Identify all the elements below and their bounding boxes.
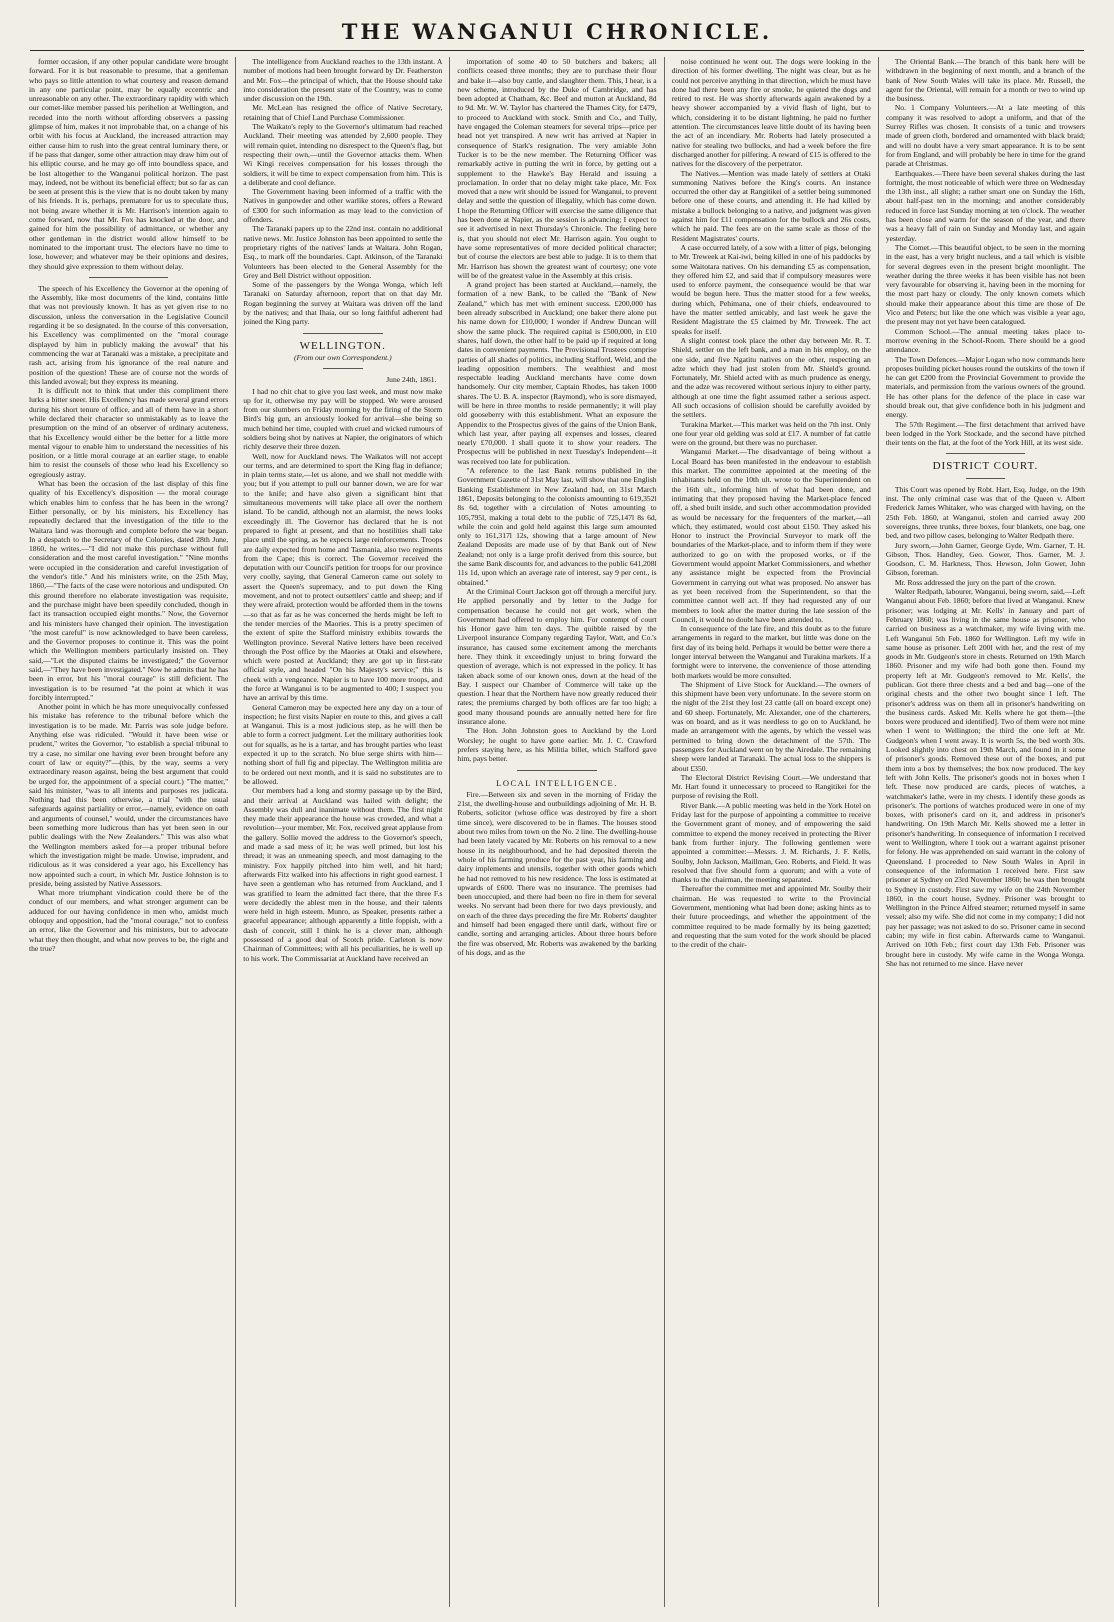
column-3-paras-b	[457, 790, 656, 957]
column-2-paras-a	[243, 57, 442, 327]
article-paragraph: Mr. McLean has resigned the office of Native Secretary, retaining that of Chief Land Purchase Commissioner.	[243, 103, 443, 122]
article-paragraph: The Government having been informed of a traffic with the Natives in gunpowder and other warlike stores, offers a Reward of £300 for such information as may lead to the conviction of offenders.	[243, 187, 443, 225]
article-paragraph: Common School.—The annual meeting takes place to-morrow evening in the School-Room. There should be a good attendance.	[885, 326, 1086, 355]
article-paragraph: Well, now for Auckland news. The Waikatos will not accept our terms, and are determined to sport the King flag in defiance; in plain terms state,—let us alone, and we shall not meddle with you; but if you attempt to pull our banner down, we are for war to the knife; and have also given a significant hint that simultaneous movements will take place all over the northern island. To be candid, although not an alarmist, the news looks exceedingly ill. The Governor has declared that he is not prepared to fight at present, and that no hostilities shall take place until the spring, as he expects large reinforcements. Troops are daily expected from home and Tasmania, also two regiments from the Cape; this is correct. The Governor received the deputation with our Council's petition for troops for our province very coolly, saying, that General Cameron came out solely to assert the Queen's supremacy, and to put down the King movement, and not to protect outsettlers' cattle and sheep; and if they were afraid, protection would be afforded them in the towns—so that as far as he was concerned the herds might be left to the tender mercies of the Maories. This is a pretty specimen of the extent of spite the Stafford ministry exhibits towards the Wellington province. Several Native letters have been received through the Post office by the Maories at Otaki and elsewhere, which were posted at Auckland; they are got up in first-rate official style, and headed "On his Majesty's service;" this is cheek with a vengeance. Napier is to have 100 more troops, and the force at Wanganui is to be augmented to 400; I suspect you have an arrival by this time.	[243, 451, 443, 703]
article-paragraph: The intelligence from Auckland reaches to the 13th instant. A number of motions had been brought forward by Dr. Featherston and Mr. Fox—the principal of which, that the House should take into consideration the present state of the Country, was to come under discussion on the 19th.	[243, 57, 443, 104]
article-paragraph: Another point in which he has more unequivocally confessed his mistake has reference to the tribunal before which the investigation is to be made. Mr. Parris was sole judge before. Anything else was ridiculed. "Would it have been wise or prudent," writes the Governor, "to establish a special tribunal to try a case, no similar one having ever been brought before any court of law or equity?"—(this, by the way, seems a very extraordinary reason against, being the best argument that could be urged for, the appointment of a special court.) "The matter," said his minister, "was to all intents and purposes res judicata. Nothing had this been otherwise, a trial "with the usual safeguards against partiality or error,—namely, evidence on oath and arguments of counsel," would, under the circumstances have been something more ludicrous than has yet been seen in our public dealings with the New Zealanders." This was also what the Wellington members asked for—a proper tribunal before which the investigation might be made. Unwise, imprudent, and ridiculous as it was considered a year ago, his Excellency has now appointed such a court, in which Mr. Justice Johnston is to preside, being assisted by Native Assessors.	[29, 702, 229, 888]
section-divider	[946, 453, 1026, 454]
section-divider	[323, 368, 363, 369]
article-paragraph: This Court was opened by Robt. Hart, Esq. Judge, on the 19th inst. The only criminal case was that of the Queen v. Albert Frederick James Whitaker, who was charged with having, on the 25th Feb. 1860, at Wanganui, stolen and carried away 200 sovereigns, three trunks, three boxes, four blankets, one bag, one bed, and two pillow cases, belonging to Walter Redpath there.	[885, 484, 1086, 541]
column-5-paras-b	[886, 485, 1085, 968]
article-paragraph: What more triumphant vindication could there be of the conduct of our members, and what stronger argument can be adduced for our having confidence in men who, amidst much obloquy and opposition, had the "moral courage," not to confess an error, like the Governor and his ministers, but to advocate what they then thought, and what now proves to be, the right and the true?	[29, 888, 229, 953]
section-divider	[89, 277, 169, 278]
article-paragraph: I had no chit chat to give you last week, and must now make up for it, otherwise my pay will be stopped. We were aroused from our slumbers on Friday morning by the firing of the Storm Bird's big gun, an anxiously looked for arrival—she being so much behind her time, coupled with cruel and wicked rumours of soldiers being shot by natives at Napier, the originators of which richly deserve their three dozen.	[243, 386, 443, 452]
article-paragraph: The Natives.—Mention was made lately of settlers at Otaki summoning Natives before the King's courts. An instance occurred the other day at Rangitikei of a settler being summoned before one of these courts, and attending it. He had killed by mistake a bullock belonging to a native, and judgment was given against him for £11 compensation for the bullock and 26s costs, which he paid. The fees are on the same scale as those of the Resident Magistrates' courts.	[671, 168, 871, 243]
article-paragraph: The Hon. John Johnston goes to Auckland by the Lord Worsley; he ought to have gone earlier. Mr. J. C. Crawford prefers staying here, as his Militia billet, which Stafford gave him, pays better.	[457, 726, 657, 764]
wellington-subheading: (From our own Correspondent.)	[293, 352, 392, 362]
masthead	[30, 0, 1084, 51]
article-paragraph: Earthquakes.—There have been several shakes during the last fortnight, the most noticeable of which were three on Wednesday the 13th inst., all slight; a rather smart one on Sunday the 16th, about half-past ten in the morning; and another considerably reduced in force last Sunday morning at ten o'clock. The weather has been close and warm for the season of the year, and there was a heavy fall of rain on Sunday and Monday last, and again yesterday.	[885, 168, 1086, 243]
column-5-paras-a	[886, 57, 1085, 447]
article-paragraph: The Shipment of Live Stock for Auckland.—The owners of this shipment have been very unfortunate. In the severe storm on the night of the 21st they lost 23 cattle (all on board except one) and 60 sheep. Fortunately, Mr. Alexander, one of the charterers, was on board, and as it was needless to go on to Auckland, he made an arrangement with the agents, by which the vessel was permitted to bring down the detachment of the 57th. The passengers for Auckland went on by the Airedale. The remaining sheep were landed at Taranaki. The actual loss to the shippers is about £350.	[671, 679, 871, 773]
article-paragraph: Jury sworn,—John Garner, George Gyde, Wm. Garner, T. H. Gibson, Thos. Handley, Geo. Gower, Thos. Garner, M. J. Goodson, C. M. Harkness, Thos. Hewson, John Gower, John Gibson, foreman.	[885, 540, 1086, 578]
local-intelligence-heading: LOCAL INTELLIGENCE.	[496, 777, 618, 788]
column-2-paras-b	[243, 387, 442, 963]
article-paragraph: A case occurred lately, of a sow with a litter of pigs, belonging to Mr. Treweek at Kai-iwi, being killed in one of his paddocks by some Waitotara natives. On his demanding £5 as compensation, they offered him £2, and said that if compulsory measures were used to enforce payment, the consequence would be that war would be begun here. Thus the matter stood for a few weeks, during which, Pehimana, one of their chiefs, endeavoured to have the matter settled amicably, and last week he gave the Resident Magistrate the £5 claimed by Mr. Treweek. The act speaks for itself.	[671, 242, 871, 336]
column-3	[450, 57, 664, 1607]
article-paragraph: The Comet.—This beautiful object, to be seen in the morning in the east, has a very bright nucleus, and a tail which is visible for several degrees even in the present bright moonlight. The weather during the three weeks it has been visible has not been very favourable for observing it, having been in the morning for the most part hazy or cloudy. The only known comets which should make their appearance about this time are those of De Vico and Peters; but like the one which was visible a year ago, the present may not yet have been catalogued.	[885, 242, 1086, 327]
column-3-paras-a	[457, 57, 656, 764]
article-paragraph: General Cameron may be expected here any day on a tour of inspection; he first visits Napier en route to this, and gives a call at Wanganui. This is a most judicious step, as he will then be able to form a correct judgment. Let the military authorities look out for squalls, as he is a tartar, and has brought parties who least expected it up to the scratch. No blue serge shirts with him—nothing short of full fig and pipeclay. The Wellington militia are to be ordered out next month, and it is said no substitutes are to be allowed.	[243, 702, 443, 786]
article-paragraph: Walter Redpath, labourer, Wanganui, being sworn, said,—Left Wanganui about Feb. 1860; before that lived at Wanganui. Knew prisoner; was lodging at Mr. Kells' in January and part of February 1860; was living in the same house as prisoner, who carried on business as a watchmaker, my wife living with me. Left Wanganui 5th Feb. 1860 for Wellington. Left my wife in same house as prisoner. Left 200l with her, and the rest of my goods in Mr. Gudgeon's store in chests. Returned on 19th March 1860. Prisoner and my wife had both gone then. Found my property left at Mr. Gudgeon's removed to Mr. Kells', the publican. Got there three chests and a bed and bag—one of the original chests and the other two bought since I left. The prisoner's address was on them all in prisoner's handwriting on the business cards. Asked Mr. Kells where he got them—[the boxes were produced and identified]. Two of them were not mine when I went to Wellington; the third the one left at Mr. Gudgeon's when I went away. It is worth 5s, the bed worth 30s. Looked slightly into chest on 19th March, and found in it some of prisoner's goods. Removed these out of the boxes, and put them into a box by themselves; the box now produced. The key left with John Kells. The prisoner's goods not in boxes when I left. These now produced are cards, pieces of watches, a watchmaker's lathe, were in my chests. I identify these goods as prisoner's. The portions of watches produced were in one of my boxes, with prisoner's card on it, and address in prisoner's handwriting. On 19th March Mr. Kells showed me a letter in prisoner's handwriting. In consequence of information I received went to Wellington, where I took out a warrant against prisoner for felony. He was apprehended on said warrant in the colony of Queensland. I proceeded to New South Wales in April in consequence of the information I received here. First saw prisoner at Sydney on 23rd November 1860; he was then brought to Sydney in custody. First saw my wife on the 24th November 1860, in the court house, Sydney. Prisoner was brought to Wellington in the Prince Alfred steamer; returned myself in same vessel; also my wife. She did not come in my company; I did not pay her passage; was not asked to do so. Prisoner came in second cabin; my wife in first cabin. Afterwards came to Wanganui. Arrived on 10th Feb.; first court day 13th Feb. Prisoner was brought here in custody. My wife came in the Wonga Wonga. She has not returned to me since. Have never	[885, 587, 1086, 968]
section-divider	[517, 770, 597, 771]
masthead-title: THE WANGANUI CHRONICLE.	[341, 19, 773, 44]
article-paragraph: What has been the occasion of the last display of this fine quality of his Excellency's disposition — the moral courage which enables him to confess that he has been in the wrong? Either personally, or by his ministers, his Excellency has repeatedly declared that the investigation of the title to the Waitara land was thorough and complete before the war began. In a despatch to the Secretary of the Colonies, dated 28th June, 1860, he writes,—"I did not make this purchase without full consideration and the most careful investigation." "Nine months were occupied in the consideration and careful investigation of the vendor's title." And his ministers write, on the 25th May, 1860,—"The facts of the case were notorious and undisputed. On this ground therefore no elaborate investigation was requisite, and the purchase might have been speedily concluded, though in fact its transaction occupied eight months." Now, the Governor and his ministers have changed their opinion. The investigation "the most careful" is now acknowledged to have been careless, and the Governor proposes to continue it. This was the point which the Wellington members particularly insisted on. They said,—"Let the disputed claims be investigated;" the Governor said,—"They have been investigated." Now he admits that he has been in error, but his "moral courage" is still deficient. The investigation is to be resumed "at the point at which it was forcibly interrupted."	[29, 479, 229, 702]
article-paragraph: Some of the passengers by the Wonga Wonga, which left Taranaki on Saturday afternoon, report that on that day Mr. Rogan beginning the survey at Waitara was driven off the land by the natives; and that Ihaia, our so long faithful adherent had joined the King party.	[243, 280, 443, 327]
article-paragraph: former occasion, if any other popular candidate were brought forward. For it is but reasonable to presume, that a gentleman who pays so little attention to what courtesy and reason demand in any one particular point, may be equally eccentric and unreasonable on any other. The extraordinary rapidity with which our comet-like member passed his perihelion at Wellington, and receded into the north without affording observers a passing glimpse of him, makes it not improbable that, on a change of his orbit with his focus at Auckland, the increased attraction may either cause him to rush into the great central luminary there, or if he pass that danger, some other attraction may draw him out of his elliptic course, and he may go off into boundless space, and be lost altogether to the Wanganui political horizon. The past may, indeed, not be without its beneficial effect; but so far as can be seen at present this is the view that is no doubt taken by many of his friends. It is, perhaps, premature for us to speculate thus, not being aware whether it is Mr. Harrison's intention again to come forward, now that Mr. Fox has knocked at the door, and gained for him the possibility of admittance, or whether any other gentleman in the district would allow himself to be nominated to the important trust. The electors have no time to lose, however; and whatever may be their opinions and desires, they should give expression to them without delay.	[29, 57, 229, 271]
column-5	[879, 57, 1092, 1607]
article-paragraph: Wanganui Market.—The disadvantage of being without a Local Board has been manifested in the endeavour to establish this market. The committee appointed at the meeting of the inhabitants held on the 10th ult. wrote to the Superintendent on the 16th ult., informing him of what had been done, and intimating that they proposed having the Market-place fenced off, a shed built inside, and such other accommodation provided as would be necessary for the frequenters of the market,—all which, they estimated, would cost about £150. They asked his Honor to instruct the Provincial Surveyor to mark off the boundaries of the Market-place, and to inform them if they were authorized to go on with the proposed works, or if the Government would appoint Market Commissioners, and whether any assistance might be expected from the Provincial Government in carrying out what was proposed. No answer has as yet been received from the Superintendent, so that the committee cannot well act. If they had requested any of our members to look after the matter during the late session of the Council, it would no doubt have been attended to.	[671, 447, 871, 624]
article-paragraph: It is difficult not to think that under this compliment there lurks a bitter sneer. His Excellency has made several grand errors during his short tenure of office, and all of them have in a short while declared their character so unmistakably as to leave the presumption on the mind of an observer of ordinary acuteness, that his Excellency would either be the better for a little more mental vigour to enable him to understand the necessities of his position, or a little moral courage at an earlier stage, to enable him to resist the counsels of those who lead his Excellency so egregiously astray.	[29, 386, 229, 479]
article-paragraph: Thereafter the committee met and appointed Mr. Soulby their chairman. He was requested to write to the Provincial Government, mentioning what had been done; asking hints as to their future proceedings, and whether the appointment of the committee required to be made formally by its being gazetted; and requesting that the sum voted for the work should be placed to the credit of the chair-	[671, 884, 871, 950]
article-paragraph: River Bank.—A public meeting was held in the York Hotel on Friday last for the purpose of appointing a committee to receive the Government grant of money, and of empowering the said committee to expend the money received in protecting the River bank from further injury. The following gentlemen were appointed a committee:—Messrs. J. M. Richards, J. F. Kells, Soulby, John Jackson, Maillman, Geo. Roberts, and Field. It was resolved that five should form a quorum; and with a vote of thanks to the chairman, the meeting separated.	[671, 800, 871, 885]
column-1	[22, 57, 236, 1607]
article-paragraph: The Waikato's reply to the Governor's ultimatum had reached Auckland. Their meeting was attended by 2,600 people. They will remain quiet, intending no disrespect to the Queen's flag, but respecting their own,—until the Governor attacks them. When Wi Kingi receives compensation for his losses through the soldiers, it will be time to expect compensation from him. This is a deliberate and cool defiance.	[243, 122, 443, 187]
article-paragraph: "A reference to the last Bank returns published in the Government Gazette of 31st May last, will show that one English Banking Establishment in New Zealand had, on 31st March 1861, Deposits belonging to the colonists amounting to 619,352l 8s 6d, together with a circulation of Notes amounting to 105,795l, making a total debt to the public of 725,147l 8s 6d, while the coin and gold held against this large sum amounted only to 161,317l 12s, showing that a large amount of New Zealand Deposits are made use of by that Bank out of New Zealand; not only is a large profit derived from this source, but the same Bank discounts for, and advances to the public 641,208l 11s 1d, upon which an average rate of interest, say 9 per cent., is obtained."	[457, 466, 657, 587]
column-1-paras-a	[29, 57, 228, 271]
column-1-paras-b	[29, 284, 228, 953]
article-paragraph: The Oriental Bank.—The branch of this bank here will be withdrawn in the beginning of next month, and a branch of the bank of New South Wales will take its place. Mr. Russell, the agent for the Oriental, will remain for a month or two to wind up the business.	[885, 57, 1086, 104]
column-2	[236, 57, 450, 1607]
article-paragraph: The speech of his Excellency the Governor at the opening of the Assembly, like most documents of the kind, contains little that was not previously known. It has as yet given rise to no discussion, unless the conversation in the Legislative Council regarding it be so designated. In the course of this conversation, his Excellency was complimented on the "moral courage displayed by him in publicly making the avowal" that his commencing the war at Taranaki was a mistake, a precipitate and rash act, arising from his ignorance of the real nature and position of the question! These are of course not the words of this landed avowal; but they express its meaning.	[29, 283, 229, 386]
article-paragraph: The Town Defences.—Major Logan who now commands here proposes building picket houses round the outskirts of the town if he can get £200 from the Provincial Government to provide the materials, and permission from the various owners of the ground. He has other plans for the defence of the place in case war should break out, that give confidence both in his judgment and energy.	[885, 354, 1086, 420]
article-paragraph: importation of some 40 to 50 butchers and bakers; all conflicts ceased three months; they are to purchase their flour and bake it—also buy cattle, and slaughter them. This, I hear, is a new scheme, introduced by the Duke of Cambridge, and has been adopted at Chatham, &c. Beef and mutton at Auckland, 8d to 9d. Mr. W. W. Taylor has chartered the Thames City, for £479, to proceed to Auckland with stock. Smith and Co., and Tully, have engaged the Coleman steamers for several trips—price per head not yet transpired. A new writ has arrived at Napier in consequence of Stark's resignation. The very amiable John Tucker is to be the new member. The Returning Officer was remarkably active in putting the writ in force, by getting out a supplement to the Hawke's Bay Herald and issuing a proclamation. In order that no delay might take place, Mr. Fox moved that a new writ should be issued for Wanganui, to prevent delay and settle the question of illegality, which has come down. I hope the Returning Officer will exercise the same diligence that has been done at Napier, as the session is advancing; I expect to see it advertised in next Thursday's Chronicle. The feeling here is, that you should not elect Mr. Harrison again. You ought to have some representatives of more decided political character; but of course the electors are best able to judge. It is to them that Mr. Harrison has shown the greatest want of courtesy; one vote will be of the greatest value in the Assembly at this crisis.	[457, 57, 657, 280]
article-paragraph: No. 1 Company Volunteers.—At a late meeting of this company it was resolved to adopt a uniform, and that of the Surrey Rifles was chosen. It consists of a tunic and trowsers made of green cloth, bordered and ornamented with black braid; and will no doubt have a very smart appearance. It is to be sent for from England, and will probably be here in time for the grand parade at Christmas.	[885, 103, 1086, 169]
column-4	[665, 57, 879, 1607]
article-paragraph: noise continued he went out. The dogs were looking in the direction of his former dwelling. The night was clear, but as he could not perceive anything in that direction, which he must have done had there been any fire or smoke, he quieted the dogs and retired to rest. He was shortly afterwards again awakened by a heavy shower accompanied by a vivid flash of light, but to which, considering it to be distant lightning, he paid no further attention. The circumstances leave little doubt of its having been the act of an incendiary. Mr. Roberts had lately prosecuted a native for stealing two bullocks, and had a week before the fire discharged another for pilfering. A reward of £15 is offered to the natives for the discovery of the perpetrator.	[671, 57, 871, 169]
article-paragraph: A grand project has been started at Auckland,—namely, the formation of a new Bank, to be called the "Bank of New Zealand," which has met with eminent success. £200,000 has been already subscribed in Auckland; one baker there alone put his name down for £10,000; I wonder if Andrew Duncan will show the same pluck. The required capital is £500,000, in £10 shares, half down, the other half to be paid up if required at long dates in convenient payments. The Provisional Trustees comprise parties of all shades of politics, including Stafford, Weld, and the leading opposition members. The wealthiest and most respectable leading Auckland merchants have come down handsomely. Our city member, Captain Rhodes, has taken 1000 shares. The U. B. A. inspector (Raymond), who is sore dismayed, will be here in three months to reside permanently; it will play old gooseberry with this establishment. What an exposure the Appendix to the Prospectus gives of the gains of the Union Bank, which last year, after paying all expenses and losses, cleared nearly £70,000. I shall quote it to show your readers. The Prospectus will be published in next Tuesday's Independent—it was received too late for publication.	[457, 280, 657, 466]
article-paragraph: In consequence of the late fire, and this doubt as to the future arrangements in regard to the market, but little was done on the first day of its being held. Perhaps it would be better were there a longer interval between the Wanganui and Turakina markets. If a fortnight were to intervene, the convenience of those attending both markets would be more consulted.	[671, 624, 871, 680]
article-paragraph: The 57th Regiment.—The first detachment that arrived have been lodged in the York Stockade, and the second have pitched their tents on the flat, at the foot of the York Hill, at its west side.	[885, 419, 1086, 448]
article-paragraph: The Taranaki papers up to the 22nd inst. contain no additional native news. Mr. Justice Johnston has been appointed to settle the proprietary rights of the natives' lands at Waitara. John Rogan, Esq., to mark off the boundaries. Capt. Atkinson, of the Taranaki Volunteers has been elected to the General Assembly for the Grey and Bell District without opposition.	[243, 224, 443, 280]
article-paragraph: A slight contest took place the other day between Mr. R. T. Shield, settler on the left bank, and a man in his employ, on the one side, and five Ngatitu natives on the other, respecting an adze which they had just stolen from Mr. Shield's ground. Fortunately, Mr. Shield acted with as much prudence as energy, and the adze was recovered without serious injury to either party, although at one time the fight assumed rather a serious aspect. All such occasions of collision should be carefully avoided by the settlers.	[671, 335, 871, 420]
columns-container	[22, 57, 1092, 1607]
article-paragraph: Turakina Market.—This market was held on the 7th inst. Only one four year old gelding was sold at £17. A number of fat cattle were on the ground, but there was no purchaser.	[671, 419, 871, 448]
wellington-heading: WELLINGTON.	[299, 339, 386, 352]
article-paragraph: The Electoral District Revising Court.—We understand that Mr. Hart found it unnecessary to proceed to Rangitikei for the purpose of revising the Roll.	[671, 772, 871, 801]
article-paragraph: Mr. Ross addressed the jury on the part of the crown.	[894, 577, 1056, 587]
column-4-paras-a	[672, 57, 871, 950]
section-divider	[966, 478, 1006, 479]
article-paragraph: At the Criminal Court Jackson got off through a merciful jury. He applied personally and by letter to the Judge for compensation because he could not get work, when the Government had offered to employ him. For contempt of court his Honor gave him ten days. The quibble raised by the Liverpool insurance Company regarding Taylor, Watt, and Co.'s insurance, has caused some excitement among the merchants here. They think it exceedingly unjust to bring forward the question of average, which is not expressed in the policy. It has taken aback some of our known ones, down at the head of the Bay. I suspect our Chamber of Commerce will take up the question. I hear that the Northern have now greatly reduced their rates; the premiums charged by both offices are far too high; a good many thousand pounds are annually netted here for fire insurance alone.	[457, 586, 657, 727]
article-paragraph: Our members had a long and stormy passage up by the Bird, and their arrival at Auckland was hailed with delight; the Assembly was dull and inanimate without them. The first night they made their appearance the house was crowded, and what a revolution—your member, Mr. Fox, received great applause from the gallery. Sollie moved the address to the Governor's speech, and made a sad mess of it; he was well primed, but lost his thread; it was an unmeaning speech, and most damaging to the ministry. Fox happily pitched into him well, and hit hard; afterwards Fitz walked into his affections in right good earnest. I have seen a gentleman who has returned from Auckland, and I was gratified to learn the admitted fact there, that the three F.s were decidedly the ablest men in the house, and their talents were held in high esteem. Munro, as Speaker, presents rather a graceful appearance; although apparently a little foppish, with a dash of conceit, still I think he is a clever man, although possessed of a good deal of Scotch pride. Carleton is now Chairman of Committees; with all his peculiarities, he is well up to his work. The Commissariat at Auckland have received an	[243, 786, 443, 963]
section-divider	[303, 333, 383, 334]
wellington-dateline: June 24th, 1861.	[386, 375, 437, 385]
district-court-heading: DISTRICT COURT.	[932, 460, 1039, 473]
article-paragraph: Fire.—Between six and seven in the morning of Friday the 21st, the dwelling-house and outbuildings adjoining of Mr. H. B. Roberts, solicitor (whose office was destroyed by fire a short time since), were discovered to be in flames. The houses stood about two miles from town on the No. 2 line. The dwelling-house had been lately vacated by Mr. Roberts on his removal to a new house in its neighbourhood, and he had deposited therein the whole of his farming produce for the past year, his farming and dairy implements and utensils, together with other goods which he had not removed to his new residence. The loss is estimated at upwards of £600. There was no insurance. The premises had been unoccupied, and there had been no fire in them for several weeks. No servant had been there for two days previously, and on each of the three days preceding the fire Mr. Roberts' daughter and himself had been engaged there until dark, without fire or candle, sorting and arranging articles. About three hours before the fire was observed, Mr. Roberts was awakened by the barking of his dogs, and as the	[457, 789, 657, 957]
